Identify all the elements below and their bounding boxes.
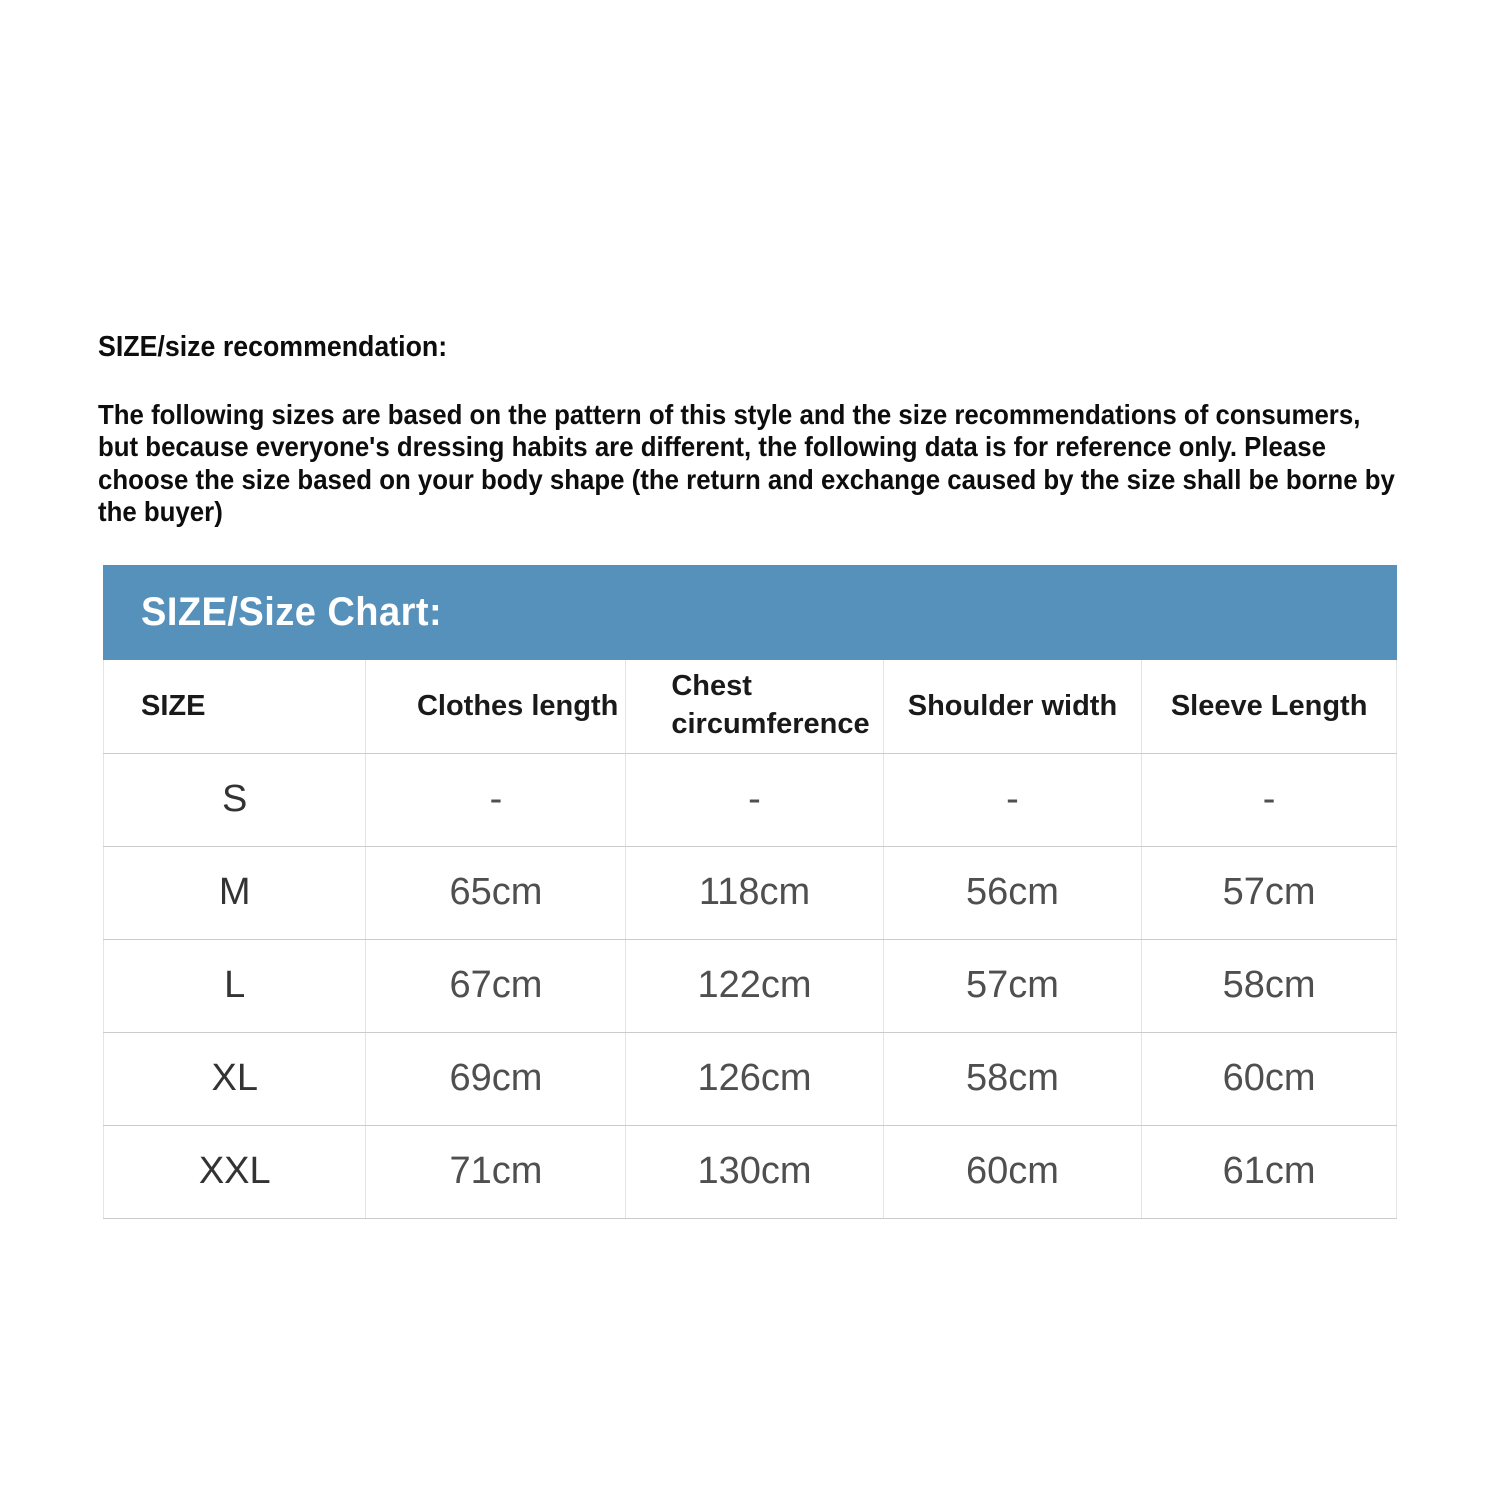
cell-chest-circumference: 118cm xyxy=(626,846,883,939)
row-size-label: XL xyxy=(104,1032,366,1125)
table-row-xxl xyxy=(104,1125,1397,1218)
table-row-s xyxy=(104,753,1397,846)
table-row-xl xyxy=(104,1032,1397,1125)
size-recommendation-heading: SIZE/size recommendation: xyxy=(98,331,448,363)
size-chart-block xyxy=(103,565,1397,1219)
cell-sleeve-length: 58cm xyxy=(1142,939,1397,1032)
size-chart-title: SIZE/Size Chart: xyxy=(141,589,443,634)
size-chart-table-body xyxy=(104,753,1397,1218)
size-chart-table xyxy=(103,660,1397,1219)
cell-chest-circumference: 122cm xyxy=(626,939,883,1032)
row-size-label: L xyxy=(104,939,366,1032)
cell-clothes-length: 67cm xyxy=(366,939,626,1032)
cell-shoulder-width: - xyxy=(883,753,1142,846)
column-header-clothes-length: Clothes length xyxy=(366,660,626,754)
cell-chest-circumference: 126cm xyxy=(626,1032,883,1125)
size-recommendation-text: The following sizes are based on the pattern of this style and the size recommendations of consumers, but because everyone's dressing habits are different, the following data is for reference only. Please choose the size based on your body shape (the return and exchange caused by the size shall be borne by the buyer) xyxy=(98,398,1395,528)
row-size-label: XXL xyxy=(104,1125,366,1218)
size-guide-content xyxy=(98,330,1398,1219)
column-header-chest-circumference: Chest circumference xyxy=(626,660,883,754)
cell-sleeve-length: 57cm xyxy=(1142,846,1397,939)
cell-chest-circumference: 130cm xyxy=(626,1125,883,1218)
cell-shoulder-width: 58cm xyxy=(883,1032,1142,1125)
cell-shoulder-width: 57cm xyxy=(883,939,1142,1032)
column-header-shoulder-width: Shoulder width xyxy=(883,660,1142,754)
size-chart-table-head xyxy=(104,660,1397,754)
cell-sleeve-length: - xyxy=(1142,753,1397,846)
size-recommendation-section xyxy=(98,330,1398,529)
column-header-sleeve-length: Sleeve Length xyxy=(1142,660,1397,754)
cell-shoulder-width: 60cm xyxy=(883,1125,1142,1218)
table-row-l xyxy=(104,939,1397,1032)
cell-sleeve-length: 61cm xyxy=(1142,1125,1397,1218)
row-size-label: S xyxy=(104,753,366,846)
table-row-m xyxy=(104,846,1397,939)
header-row xyxy=(104,660,1397,754)
cell-sleeve-length: 60cm xyxy=(1142,1032,1397,1125)
size-chart-header-bar xyxy=(103,565,1397,660)
cell-shoulder-width: 56cm xyxy=(883,846,1142,939)
cell-clothes-length: 71cm xyxy=(366,1125,626,1218)
cell-clothes-length: - xyxy=(366,753,626,846)
cell-clothes-length: 65cm xyxy=(366,846,626,939)
cell-clothes-length: 69cm xyxy=(366,1032,626,1125)
row-size-label: M xyxy=(104,846,366,939)
column-header-size: SIZE xyxy=(104,660,366,754)
cell-chest-circumference: - xyxy=(626,753,883,846)
